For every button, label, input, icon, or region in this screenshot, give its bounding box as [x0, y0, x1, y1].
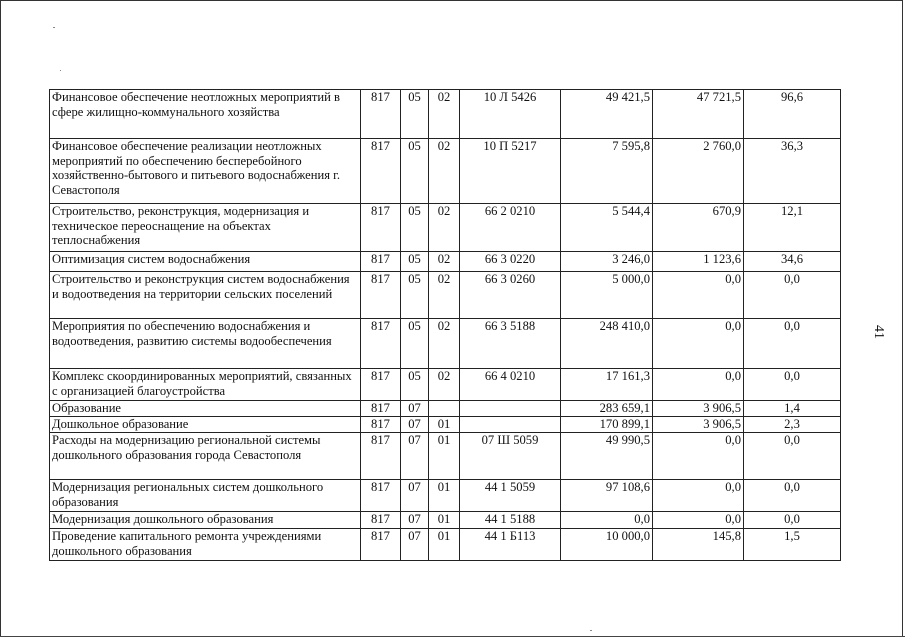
ved-code-cell: 817 [361, 433, 401, 480]
row-name-cell: Проведение капитального ремонта учреждениями дошкольного образования [50, 529, 361, 561]
subsection-code-cell: 01 [429, 512, 460, 529]
subsection-code-cell: 02 [429, 139, 460, 204]
subsection-code-cell: 01 [429, 433, 460, 480]
ved-code-cell: 817 [361, 139, 401, 204]
target-article-cell: 66 2 0210 [460, 204, 561, 252]
subsection-code-cell: 02 [429, 204, 460, 252]
plan-amount-cell: 283 659,1 [561, 401, 653, 417]
subsection-code-cell: 02 [429, 90, 460, 139]
table-row [50, 369, 841, 401]
percent-cell: 0,0 [744, 369, 841, 401]
plan-amount-cell: 5 000,0 [561, 272, 653, 319]
page-number: 41 [871, 325, 886, 339]
target-article-cell: 07 Ш 5059 [460, 433, 561, 480]
percent-cell: 0,0 [744, 512, 841, 529]
fact-amount-cell: 3 906,5 [653, 417, 744, 433]
scan-speck [590, 630, 592, 631]
ved-code-cell: 817 [361, 529, 401, 561]
table-row [50, 204, 841, 252]
row-name-cell: Финансовое обеспечение реализации неотложных мероприятий по обеспечению бесперебойного хозяйственно-бытового и питьевого водоснабжения г. Севастополя [50, 139, 361, 204]
plan-amount-cell: 10 000,0 [561, 529, 653, 561]
target-article-cell: 66 3 0260 [460, 272, 561, 319]
subsection-code-cell: 02 [429, 252, 460, 272]
fact-amount-cell: 0,0 [653, 369, 744, 401]
target-article-cell: 66 3 5188 [460, 319, 561, 369]
section-code-cell: 07 [401, 417, 429, 433]
ved-code-cell: 817 [361, 512, 401, 529]
target-article-cell: 10 Л 5426 [460, 90, 561, 139]
target-article-cell: 66 4 0210 [460, 369, 561, 401]
row-name-cell: Модернизация дошкольного образования [50, 512, 361, 529]
section-code-cell: 05 [401, 252, 429, 272]
target-article-cell: 44 1 5188 [460, 512, 561, 529]
subsection-code-cell: 01 [429, 529, 460, 561]
fact-amount-cell: 0,0 [653, 480, 744, 512]
table-row [50, 433, 841, 480]
row-name-cell: Комплекс скоординированных мероприятий, связанных с организацией благоустройства [50, 369, 361, 401]
table-row [50, 417, 841, 433]
budget-table [49, 89, 841, 561]
row-name-cell: Мероприятия по обеспечению водоснабжения и водоотведения, развитию системы водообеспечения [50, 319, 361, 369]
plan-amount-cell: 5 544,4 [561, 204, 653, 252]
table-row [50, 272, 841, 319]
percent-cell: 0,0 [744, 319, 841, 369]
percent-cell: 96,6 [744, 90, 841, 139]
ved-code-cell: 817 [361, 252, 401, 272]
target-article-cell: 66 3 0220 [460, 252, 561, 272]
scan-speck [53, 27, 55, 28]
section-code-cell: 05 [401, 319, 429, 369]
section-code-cell: 05 [401, 90, 429, 139]
section-code-cell: 05 [401, 139, 429, 204]
ved-code-cell: 817 [361, 369, 401, 401]
scan-speck [60, 70, 61, 71]
percent-cell: 1,5 [744, 529, 841, 561]
table-row [50, 480, 841, 512]
row-name-cell: Финансовое обеспечение неотложных мероприятий в сфере жилищно-коммунального хозяйства [50, 90, 361, 139]
row-name-cell: Модернизация региональных систем дошкольного образования [50, 480, 361, 512]
plan-amount-cell: 49 990,5 [561, 433, 653, 480]
percent-cell: 0,0 [744, 480, 841, 512]
row-name-cell: Образование [50, 401, 361, 417]
plan-amount-cell: 0,0 [561, 512, 653, 529]
plan-amount-cell: 97 108,6 [561, 480, 653, 512]
subsection-code-cell: 02 [429, 319, 460, 369]
table-row [50, 139, 841, 204]
section-code-cell: 07 [401, 401, 429, 417]
percent-cell: 0,0 [744, 272, 841, 319]
table-row [50, 90, 841, 139]
table-row [50, 529, 841, 561]
plan-amount-cell: 17 161,3 [561, 369, 653, 401]
page-bottom-edge [0, 636, 905, 637]
subsection-code-cell: 02 [429, 369, 460, 401]
fact-amount-cell: 3 906,5 [653, 401, 744, 417]
fact-amount-cell: 2 760,0 [653, 139, 744, 204]
percent-cell: 2,3 [744, 417, 841, 433]
ved-code-cell: 817 [361, 480, 401, 512]
subsection-code-cell: 02 [429, 272, 460, 319]
section-code-cell: 05 [401, 369, 429, 401]
target-article-cell: 10 П 5217 [460, 139, 561, 204]
ved-code-cell: 817 [361, 319, 401, 369]
row-name-cell: Дошкольное образование [50, 417, 361, 433]
percent-cell: 34,6 [744, 252, 841, 272]
plan-amount-cell: 7 595,8 [561, 139, 653, 204]
fact-amount-cell: 1 123,6 [653, 252, 744, 272]
table-row [50, 319, 841, 369]
fact-amount-cell: 670,9 [653, 204, 744, 252]
plan-amount-cell: 170 899,1 [561, 417, 653, 433]
ved-code-cell: 817 [361, 417, 401, 433]
percent-cell: 12,1 [744, 204, 841, 252]
fact-amount-cell: 0,0 [653, 433, 744, 480]
section-code-cell: 07 [401, 512, 429, 529]
target-article-cell: 44 1 5059 [460, 480, 561, 512]
percent-cell: 36,3 [744, 139, 841, 204]
subsection-code-cell: 01 [429, 480, 460, 512]
ved-code-cell: 817 [361, 204, 401, 252]
target-article-cell [460, 401, 561, 417]
section-code-cell: 05 [401, 204, 429, 252]
fact-amount-cell: 0,0 [653, 319, 744, 369]
section-code-cell: 07 [401, 480, 429, 512]
row-name-cell: Строительство, реконструкция, модернизация и техническое переоснащение на объектах теплоснабжения [50, 204, 361, 252]
plan-amount-cell: 248 410,0 [561, 319, 653, 369]
target-article-cell: 44 1 Б113 [460, 529, 561, 561]
fact-amount-cell: 0,0 [653, 512, 744, 529]
ved-code-cell: 817 [361, 90, 401, 139]
percent-cell: 0,0 [744, 433, 841, 480]
row-name-cell: Оптимизация систем водоснабжения [50, 252, 361, 272]
plan-amount-cell: 3 246,0 [561, 252, 653, 272]
plan-amount-cell: 49 421,5 [561, 90, 653, 139]
percent-cell: 1,4 [744, 401, 841, 417]
subsection-code-cell: 01 [429, 417, 460, 433]
row-name-cell: Строительство и реконструкция систем водоснабжения и водоотведения на территории сельских поселений [50, 272, 361, 319]
ved-code-cell: 817 [361, 272, 401, 319]
table-row [50, 401, 841, 417]
ved-code-cell: 817 [361, 401, 401, 417]
fact-amount-cell: 0,0 [653, 272, 744, 319]
fact-amount-cell: 47 721,5 [653, 90, 744, 139]
row-name-cell: Расходы на модернизацию региональной системы дошкольного образования города Севастополя [50, 433, 361, 480]
fact-amount-cell: 145,8 [653, 529, 744, 561]
section-code-cell: 07 [401, 529, 429, 561]
section-code-cell: 05 [401, 272, 429, 319]
table-row [50, 252, 841, 272]
target-article-cell [460, 417, 561, 433]
subsection-code-cell [429, 401, 460, 417]
table-row [50, 512, 841, 529]
section-code-cell: 07 [401, 433, 429, 480]
